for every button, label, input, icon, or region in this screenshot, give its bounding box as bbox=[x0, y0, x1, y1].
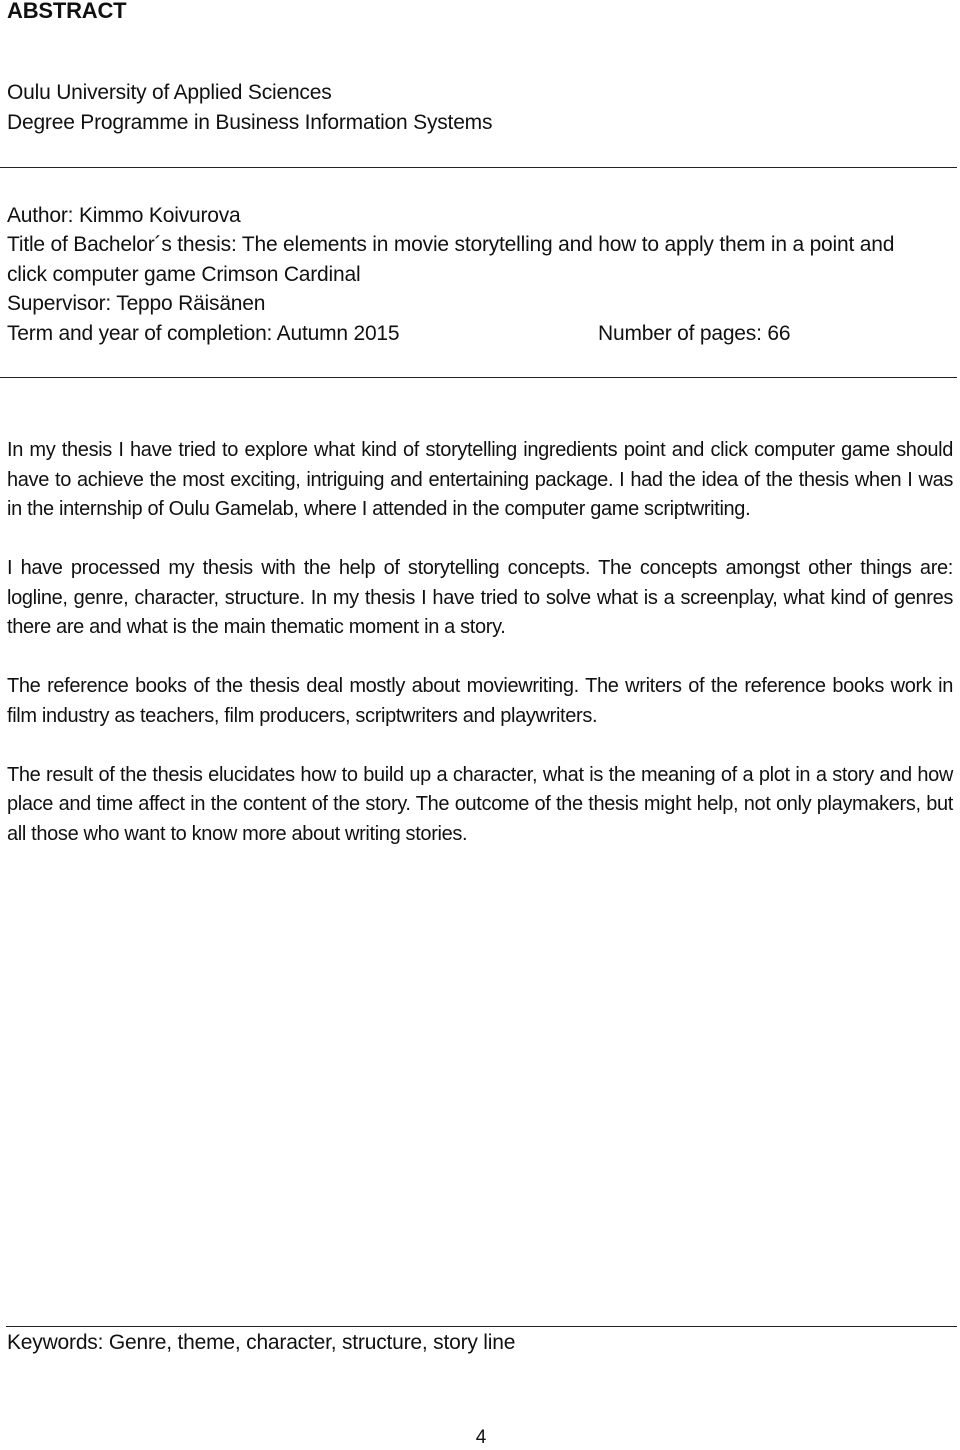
page-number-container bbox=[0, 1426, 960, 1450]
title-line-2: click computer game Crimson Cardinal bbox=[7, 262, 361, 286]
page-number: 4 bbox=[475, 1427, 487, 1448]
institution-block bbox=[7, 78, 492, 137]
term-line: Term and year of completion: Autumn 2015 bbox=[7, 321, 400, 345]
abstract-paragraph-1: In my thesis I have tried to explore what kind of storytelling ingredients point and click computer game should have to achieve the most exciting, intriguing and entertaining package. I had the idea of the thesis when I was in the internship of Oulu Gamelab, where I attended in the computer game scriptwriting. bbox=[7, 439, 953, 520]
top-divider bbox=[0, 167, 957, 168]
abstract-heading: ABSTRACT bbox=[7, 0, 127, 23]
abstract-paragraph-2: I have processed my thesis with the help of storytelling concepts. The concepts amongst other things are: logline, genre, character, structure. In my thesis I have tried to solve what is a screenplay, what kind of genres there are and what is the main thematic moment in a story. bbox=[7, 557, 953, 638]
keywords-line: Keywords: Genre, theme, character, structure, story line bbox=[7, 1331, 516, 1354]
author-line: Author: Kimmo Koivurova bbox=[7, 204, 241, 227]
page-count: Number of pages: 66 bbox=[598, 321, 791, 345]
university-name: Oulu University of Applied Sciences bbox=[7, 81, 332, 104]
term-row bbox=[7, 319, 955, 348]
middle-divider bbox=[0, 377, 957, 378]
supervisor-line: Supervisor: Teppo Räisänen bbox=[7, 292, 266, 316]
title-line-1: Title of Bachelor´s thesis: The elements in movie storytelling and how to apply them in a point and bbox=[7, 233, 895, 257]
abstract-paragraph-4: The result of the thesis elucidates how to build up a character, what is the meaning of a plot in a story and how place and time affect in the content of the story. The outcome of the thesis might help, not only playmakers, but all those who want to know more about writing stories. bbox=[7, 763, 953, 845]
abstract-body bbox=[7, 436, 953, 879]
thesis-metadata bbox=[7, 201, 955, 348]
abstract-paragraph-3: The reference books of the thesis deal mostly about moviewriting. The writers of the reference books work in film industry as teachers, film producers, scriptwriters and playwriters. bbox=[7, 675, 953, 727]
degree-programme: Degree Programme in Business Information Systems bbox=[7, 110, 493, 134]
keywords-divider bbox=[6, 1326, 957, 1327]
